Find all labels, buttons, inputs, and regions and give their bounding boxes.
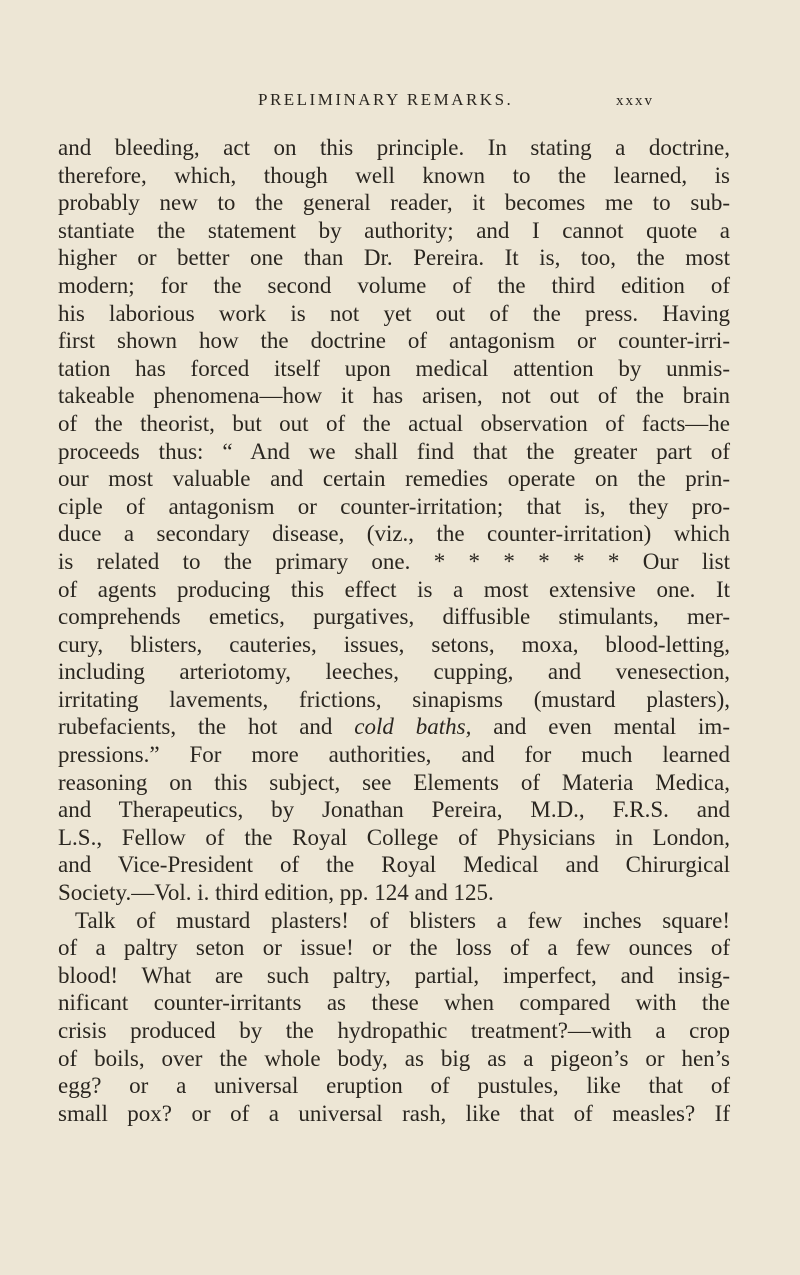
page-number: xxxv xyxy=(616,93,654,109)
running-head: PRELIMINARY REMARKS. xyxy=(258,90,514,109)
text-run: and even mental im- xyxy=(471,714,730,740)
text-line xyxy=(58,713,730,741)
text-line: egg? or a universal eruption of pustules, like that of xyxy=(58,1073,730,1099)
text-line: L.S., Fellow of the Royal College of Physicians in London, xyxy=(58,824,730,850)
text-line: higher or better one than Dr. Pereira. It is, too, the most xyxy=(58,245,730,271)
text-line: irritating lavements, frictions, sinapisms (mustard plasters), xyxy=(58,686,730,712)
text-line: modern; for the second volume of the third edition of xyxy=(58,272,730,298)
text-line: and bleeding, act on this principle. In stating a doctrine, xyxy=(58,135,730,160)
text-line: therefore, which, though well known to the learned, is xyxy=(58,162,730,188)
text-line: of a paltry seton or issue! or the loss of a few ounces of xyxy=(58,935,730,961)
text-line: small pox? or of a universal rash, like that of measles? If xyxy=(58,1100,730,1126)
text-line: our most valuable and certain remedies operate on the prin- xyxy=(58,466,730,492)
text-line: is related to the primary one. * * * * * * Our list xyxy=(58,548,730,574)
italic-phrase: cold baths, xyxy=(354,714,472,740)
text-line: proceeds thus: “ And we shall find that the greater part of xyxy=(58,438,730,464)
text-line: and Vice-President of the Royal Medical and Chirurgical xyxy=(58,852,730,878)
text-line: cury, blisters, cauteries, issues, setons, moxa, blood-letting, xyxy=(58,631,730,657)
text-line: probably new to the general reader, it becomes me to sub- xyxy=(58,190,730,216)
text-line: stantiate the statement by authority; and I cannot quote a xyxy=(58,217,730,243)
text-run: rubefacients, the hot and xyxy=(58,714,355,740)
text-line-paragraph-end: Society.—Vol. i. third edition, pp. 124 and 125. xyxy=(58,880,494,906)
text-line: and Therapeutics, by Jonathan Pereira, M.D., F.R.S. and xyxy=(58,797,730,823)
text-line: of boils, over the whole body, as big as a pigeon’s or hen’s xyxy=(58,1045,730,1071)
text-line: blood! What are such paltry, partial, imperfect, and insig- xyxy=(58,962,730,988)
text-line: nificant counter-irritants as these when compared with the xyxy=(58,990,730,1016)
text-line: ciple of antagonism or counter-irritation; that is, they pro- xyxy=(58,493,730,519)
text-line: comprehends emetics, purgatives, diffusible stimulants, mer- xyxy=(58,604,730,630)
text-line: his laborious work is not yet out of the press. Having xyxy=(58,300,730,326)
text-line: tation has forced itself upon medical attention by unmis- xyxy=(58,355,730,381)
page-header xyxy=(0,90,800,114)
body-text xyxy=(58,134,730,1127)
text-line: pressions.” For more authorities, and for much learned xyxy=(58,742,730,768)
text-line: takeable phenomena—how it has arisen, not out of the brain xyxy=(58,383,730,409)
text-line: of the theorist, but out of the actual observation of facts—he xyxy=(58,410,730,436)
text-line: including arteriotomy, leeches, cupping, and venesection, xyxy=(58,659,730,685)
text-line: reasoning on this subject, see Elements of Materia Medica, xyxy=(58,769,730,795)
text-line-paragraph-start: Talk of mustard plasters! of blisters a few inches square! xyxy=(75,907,730,933)
text-line: first shown how the doctrine of antagonism or counter-irri- xyxy=(58,328,730,354)
text-line: duce a secondary disease, (viz., the counter-irritation) which xyxy=(58,521,730,547)
text-line: of agents producing this effect is a most extensive one. It xyxy=(58,576,730,602)
text-line: crisis produced by the hydropathic treatment?—with a crop xyxy=(58,1018,730,1043)
